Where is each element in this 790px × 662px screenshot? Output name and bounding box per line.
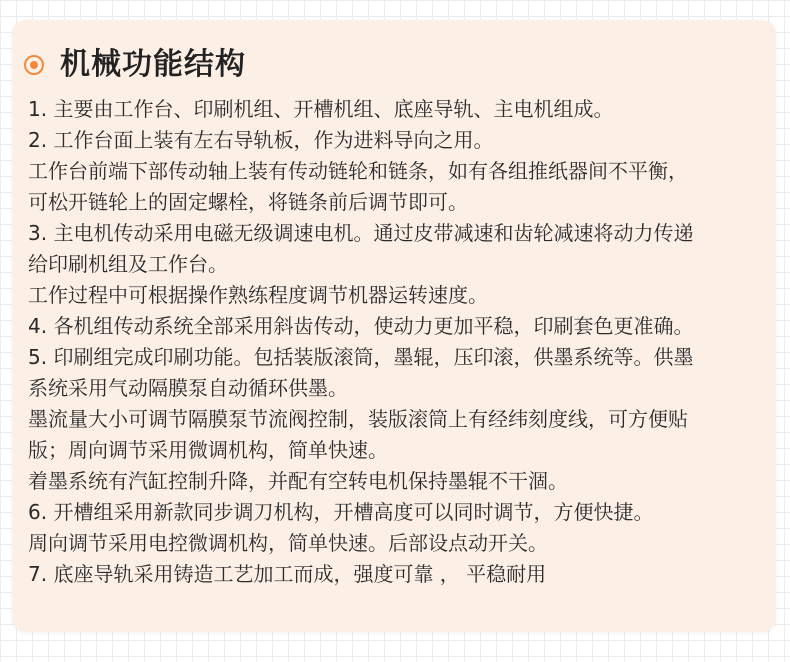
text-line: 版；周向调节采用微调机构，简单快速。 [28,438,388,462]
text-line: 5. 印刷组完成印刷功能。包括装版滚筒，墨辊，压印滚，供墨系统等。供墨 [28,345,694,369]
text-line: 着墨系统有汽缸控制升降，并配有空转电机保持墨辊不干涸。 [28,469,568,493]
text-line: 可松开链轮上的固定螺栓，将链条前后调节即可。 [28,190,468,214]
text-line: 2. 工作台面上装有左右导轨板，作为进料导向之用。 [28,128,494,152]
text-line: 工作台前端下部传动轴上装有传动链轮和链条，如有各组推纸器间不平衡， [28,159,688,183]
text-line: 6. 开槽组采用新款同步调刀机构，开槽高度可以同时调节，方便快捷。 [28,500,654,524]
content-card [12,20,776,632]
description-text [28,94,766,590]
section-header [24,40,246,90]
text-line: 系统采用气动隔膜泵自动循环供墨。 [28,376,348,400]
text-line: 墨流量大小可调节隔膜泵节流阀控制，装版滚筒上有经纬刻度线，可方便贴 [28,407,688,431]
text-line: 4. 各机组传动系统全部采用斜齿传动，使动力更加平稳，印刷套色更准确。 [28,314,694,338]
text-line: 工作过程中可根据操作熟练程度调节机器运转速度。 [28,283,488,307]
text-line: 7. 底座导轨采用铸造工艺加工而成，强度可靠 ， 平稳耐用 [28,562,547,586]
circle-bullet-icon [24,55,44,75]
text-line: 1. 主要由工作台、印刷机组、开槽机组、底座导轨、主电机组成。 [28,97,614,121]
section-title: 机械功能结构 [60,47,246,82]
text-line: 3. 主电机传动采用电磁无级调速电机。通过皮带减速和齿轮减速将动力传递 [28,221,694,245]
text-line: 给印刷机组及工作台。 [28,252,228,276]
text-line: 周向调节采用电控微调机构，简单快速。后部设点动开关。 [28,531,548,555]
